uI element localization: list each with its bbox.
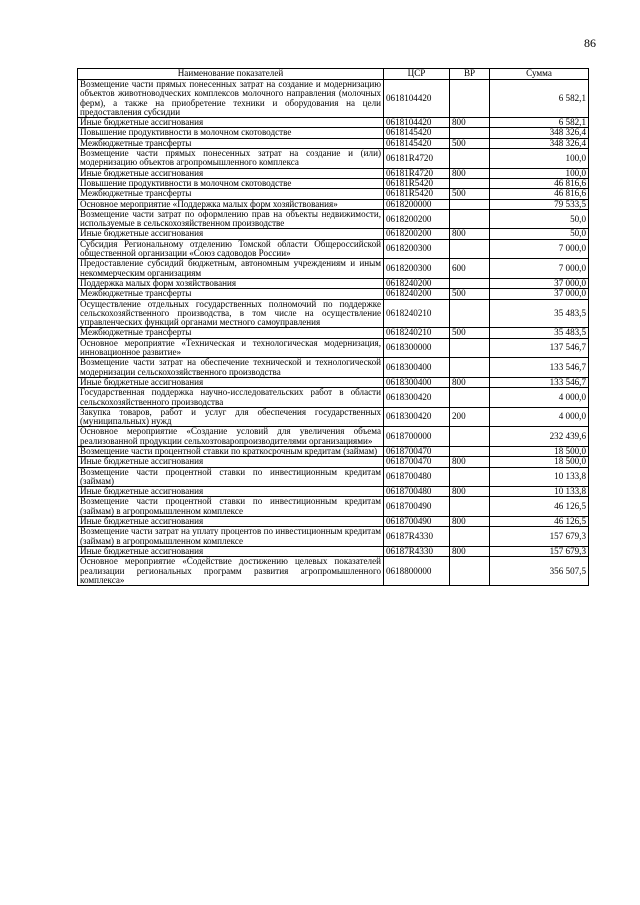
table-row <box>78 178 589 188</box>
row-name-cell: Повышение продуктивности в молочном скотоводстве <box>78 178 384 188</box>
row-vr-cell <box>450 149 490 169</box>
row-sum-cell: 50,0 <box>490 209 589 229</box>
row-csr-cell: 0618800000 <box>384 557 450 586</box>
row-csr-cell: 0618700000 <box>384 427 450 447</box>
header-name: Наименование показателей <box>78 69 384 80</box>
row-vr-cell: 500 <box>450 138 490 148</box>
table-row <box>78 199 589 209</box>
row-csr-cell: 0618240210 <box>384 328 450 338</box>
table-row <box>78 427 589 447</box>
row-name-cell: Межбюджетные трансферты <box>78 328 384 338</box>
row-name-cell: Государственная поддержка научно-исследовательских работ в области сельскохозяйственного производства <box>78 388 384 408</box>
row-name-cell: Предоставление субсидий бюджетным, автономным учреждениям и иным некоммерческим организациям <box>78 259 384 279</box>
row-name-cell: Иные бюджетные ассигнования <box>78 118 384 128</box>
row-csr-cell: 06181R4720 <box>384 168 450 178</box>
row-name-cell: Иные бюджетные ассигнования <box>78 377 384 387</box>
row-vr-cell: 800 <box>450 377 490 387</box>
row-vr-cell <box>450 199 490 209</box>
row-name-cell: Иные бюджетные ассигнования <box>78 487 384 497</box>
row-sum-cell: 348 326,4 <box>490 128 589 138</box>
row-name-cell: Возмещение части затрат на уплату процентов по инвестиционным кредитам (займам) в агропромышленном комплексе <box>78 527 384 547</box>
table-row <box>78 189 589 199</box>
row-vr-cell: 800 <box>450 517 490 527</box>
row-name-cell: Иные бюджетные ассигнования <box>78 546 384 556</box>
row-csr-cell: 0618300400 <box>384 377 450 387</box>
row-csr-cell: 0618300000 <box>384 338 450 358</box>
row-csr-cell: 0618200200 <box>384 209 450 229</box>
table-row <box>78 239 589 259</box>
table-row <box>78 546 589 556</box>
row-sum-cell: 6 582,1 <box>490 118 589 128</box>
table-row <box>78 517 589 527</box>
row-name-cell: Основное мероприятие «Техническая и технологическая модернизация, инновационное развитие» <box>78 338 384 358</box>
row-sum-cell: 35 483,5 <box>490 328 589 338</box>
row-csr-cell: 0618700490 <box>384 517 450 527</box>
row-csr-cell: 0618145420 <box>384 128 450 138</box>
row-vr-cell <box>450 128 490 138</box>
table-row <box>78 527 589 547</box>
row-name-cell: Осуществление отдельных государственных полномочий по поддержке сельскохозяйственного производства, в том числе на осуществление управленческих функций органами местного самоуправления <box>78 299 384 328</box>
row-vr-cell: 800 <box>450 457 490 467</box>
header-vr: ВР <box>450 69 490 80</box>
row-name-cell: Межбюджетные трансферты <box>78 189 384 199</box>
table-row <box>78 328 589 338</box>
row-csr-cell: 06187R4330 <box>384 546 450 556</box>
row-csr-cell: 0618240200 <box>384 278 450 288</box>
table-row <box>78 80 589 118</box>
row-vr-cell: 800 <box>450 487 490 497</box>
row-sum-cell: 157 679,3 <box>490 546 589 556</box>
table-row <box>78 338 589 358</box>
table-row <box>78 138 589 148</box>
row-name-cell: Возмещение части прямых понесенных затрат на создание и (или) модернизацию объектов агропромышленного комплекса <box>78 149 384 169</box>
row-name-cell: Возмещение части затрат по оформлению прав на объекты недвижимости, используемые в сельскохозяйственном производстве <box>78 209 384 229</box>
row-vr-cell: 800 <box>450 229 490 239</box>
row-sum-cell: 348 326,4 <box>490 138 589 148</box>
table-row <box>78 388 589 408</box>
table-row <box>78 467 589 487</box>
row-csr-cell: 06181R5420 <box>384 189 450 199</box>
row-name-cell: Возмещение части прямых понесенных затрат на создание и модернизацию объектов животноводческих комплексов молочного направления (молочных ферм), а также на приобретение техники и оборудования на цели предоставления субсидии <box>78 80 384 118</box>
row-name-cell: Повышение продуктивности в молочном скотоводстве <box>78 128 384 138</box>
row-sum-cell: 37 000,0 <box>490 289 589 299</box>
row-vr-cell <box>450 388 490 408</box>
row-csr-cell: 06181R4720 <box>384 149 450 169</box>
table-row <box>78 278 589 288</box>
row-name-cell: Межбюджетные трансферты <box>78 138 384 148</box>
table-header-row <box>78 69 589 80</box>
row-name-cell: Основное мероприятие «Содействие достижению целевых показателей реализации региональных программ развития агропромышленного комплекса» <box>78 557 384 586</box>
row-vr-cell <box>450 557 490 586</box>
row-vr-cell: 800 <box>450 168 490 178</box>
row-vr-cell: 500 <box>450 328 490 338</box>
table-row <box>78 259 589 279</box>
table-row <box>78 209 589 229</box>
row-csr-cell: 0618200300 <box>384 239 450 259</box>
row-sum-cell: 18 500,0 <box>490 446 589 456</box>
row-csr-cell: 0618300400 <box>384 358 450 378</box>
row-vr-cell: 500 <box>450 189 490 199</box>
row-csr-cell: 0618300420 <box>384 407 450 427</box>
row-sum-cell: 46 126,5 <box>490 497 589 517</box>
row-sum-cell: 10 133,8 <box>490 487 589 497</box>
row-sum-cell: 7 000,0 <box>490 259 589 279</box>
row-csr-cell: 0618104420 <box>384 80 450 118</box>
table-row <box>78 289 589 299</box>
row-sum-cell: 100,0 <box>490 149 589 169</box>
row-csr-cell: 0618700470 <box>384 446 450 456</box>
row-name-cell: Иные бюджетные ассигнования <box>78 457 384 467</box>
row-sum-cell: 4 000,0 <box>490 388 589 408</box>
row-sum-cell: 356 507,5 <box>490 557 589 586</box>
row-sum-cell: 46 816,6 <box>490 189 589 199</box>
row-vr-cell <box>450 358 490 378</box>
row-name-cell: Субсидия Региональному отделению Томской области Общероссийской общественной организации «Союз садоводов России» <box>78 239 384 259</box>
table-row <box>78 487 589 497</box>
row-sum-cell: 157 679,3 <box>490 527 589 547</box>
row-sum-cell: 6 582,1 <box>490 80 589 118</box>
row-name-cell: Основное мероприятие «Поддержка малых форм хозяйствования» <box>78 199 384 209</box>
row-csr-cell: 06181R5420 <box>384 178 450 188</box>
row-sum-cell: 37 000,0 <box>490 278 589 288</box>
row-csr-cell: 0618240200 <box>384 289 450 299</box>
row-vr-cell <box>450 239 490 259</box>
table-row <box>78 128 589 138</box>
row-sum-cell: 137 546,7 <box>490 338 589 358</box>
row-vr-cell <box>450 209 490 229</box>
row-csr-cell: 0618700480 <box>384 467 450 487</box>
row-vr-cell <box>450 80 490 118</box>
row-sum-cell: 35 483,5 <box>490 299 589 328</box>
table-row <box>78 149 589 169</box>
row-vr-cell <box>450 299 490 328</box>
row-sum-cell: 79 533,5 <box>490 199 589 209</box>
row-name-cell: Возмещение части затрат на обеспечение технической и технологической модернизации сельскохозяйственного производства <box>78 358 384 378</box>
row-vr-cell <box>450 278 490 288</box>
header-csr: ЦСР <box>384 69 450 80</box>
row-sum-cell: 232 439,6 <box>490 427 589 447</box>
row-csr-cell: 0618700470 <box>384 457 450 467</box>
row-name-cell: Закупка товаров, работ и услуг для обеспечения государственных (муниципальных) нужд <box>78 407 384 427</box>
table-row <box>78 407 589 427</box>
row-csr-cell: 0618200200 <box>384 229 450 239</box>
table-row <box>78 118 589 128</box>
row-name-cell: Иные бюджетные ассигнования <box>78 168 384 178</box>
row-name-cell: Возмещение части процентной ставки по краткосрочным кредитам (займам) <box>78 446 384 456</box>
row-csr-cell: 0618700490 <box>384 497 450 517</box>
row-name-cell: Межбюджетные трансферты <box>78 289 384 299</box>
row-vr-cell: 800 <box>450 546 490 556</box>
row-sum-cell: 10 133,8 <box>490 467 589 487</box>
row-csr-cell: 0618200000 <box>384 199 450 209</box>
table-row <box>78 168 589 178</box>
row-name-cell: Иные бюджетные ассигнования <box>78 517 384 527</box>
row-name-cell: Иные бюджетные ассигнования <box>78 229 384 239</box>
row-sum-cell: 100,0 <box>490 168 589 178</box>
row-sum-cell: 7 000,0 <box>490 239 589 259</box>
row-vr-cell <box>450 427 490 447</box>
row-name-cell: Возмещение части процентной ставки по инвестиционным кредитам (займам) в агропромышленном комплексе <box>78 497 384 517</box>
header-sum: Сумма <box>490 69 589 80</box>
row-vr-cell: 800 <box>450 118 490 128</box>
row-vr-cell: 600 <box>450 259 490 279</box>
row-name-cell: Возмещение части процентной ставки по инвестиционным кредитам (займам) <box>78 467 384 487</box>
table-row <box>78 457 589 467</box>
table-row <box>78 377 589 387</box>
row-vr-cell <box>450 338 490 358</box>
row-csr-cell: 0618145420 <box>384 138 450 148</box>
table-row <box>78 229 589 239</box>
table-row <box>78 446 589 456</box>
budget-table <box>77 68 589 586</box>
row-sum-cell: 46 126,5 <box>490 517 589 527</box>
table-row <box>78 358 589 378</box>
table-row <box>78 497 589 517</box>
row-name-cell: Основное мероприятие «Создание условий для увеличения объема реализованной продукции сельхозтоваропроизводителями организациями» <box>78 427 384 447</box>
row-csr-cell: 0618300420 <box>384 388 450 408</box>
row-vr-cell <box>450 467 490 487</box>
row-sum-cell: 18 500,0 <box>490 457 589 467</box>
row-sum-cell: 50,0 <box>490 229 589 239</box>
row-csr-cell: 0618700480 <box>384 487 450 497</box>
page-number: 86 <box>584 36 596 50</box>
table-row <box>78 557 589 586</box>
row-csr-cell: 0618104420 <box>384 118 450 128</box>
row-vr-cell <box>450 497 490 517</box>
row-vr-cell <box>450 178 490 188</box>
row-sum-cell: 46 816,6 <box>490 178 589 188</box>
row-sum-cell: 133 546,7 <box>490 377 589 387</box>
row-csr-cell: 0618240210 <box>384 299 450 328</box>
table-row <box>78 299 589 328</box>
row-vr-cell: 500 <box>450 289 490 299</box>
row-name-cell: Поддержка малых форм хозяйствования <box>78 278 384 288</box>
row-vr-cell <box>450 446 490 456</box>
row-sum-cell: 133 546,7 <box>490 358 589 378</box>
row-vr-cell <box>450 527 490 547</box>
row-csr-cell: 06187R4330 <box>384 527 450 547</box>
row-csr-cell: 0618200300 <box>384 259 450 279</box>
row-sum-cell: 4 000,0 <box>490 407 589 427</box>
row-vr-cell: 200 <box>450 407 490 427</box>
